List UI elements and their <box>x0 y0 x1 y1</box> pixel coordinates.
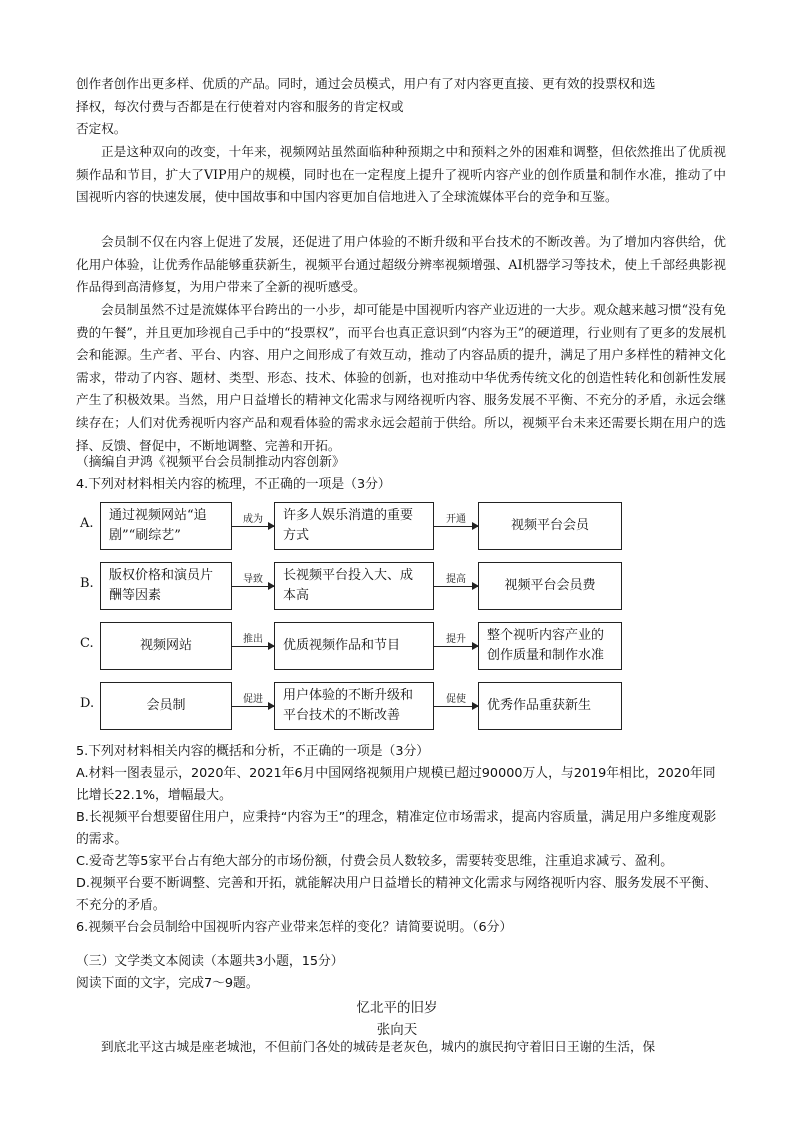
flow-arrow-2 <box>434 526 478 527</box>
flow-box-3: 整个视听内容产业的创作质量和制作水准 <box>478 622 622 670</box>
section-3-heading: （三）文学类文本阅读（本题共3小题，15分） <box>76 954 344 969</box>
option-row-d <box>76 682 636 730</box>
flow-arrow-2 <box>434 706 478 707</box>
passage-line: 否定权。 <box>76 121 127 137</box>
arrow-label-1: 成为 <box>243 514 263 525</box>
flow-box-2: 长视频平台投入大、成本高 <box>274 562 434 610</box>
flow-box-2: 优质视频作品和节目 <box>274 622 434 670</box>
section-3-instruction: 阅读下面的文字，完成7～9题。 <box>76 976 259 991</box>
passage-line: 择权，每次付费与否都是在行使着对内容和服务的肯定权或 <box>76 98 404 114</box>
question-6-stem: 6.视频平台会员制给中国视听内容产业带来怎样的变化？请简要说明。（6分） <box>76 920 513 935</box>
question-5-option-a: A.材料一图表显示，2020年、2021年6月中国网络视频用户规模已超过90000万人，与2019年相比，2020年同比增长22.1%，增幅最大。 <box>76 766 716 803</box>
option-row-c <box>76 622 636 670</box>
arrow-label-1: 导致 <box>243 574 263 585</box>
arrow-label-1: 推出 <box>243 634 263 645</box>
flow-arrow-1 <box>232 646 274 647</box>
arrow-label-2: 提升 <box>446 634 466 645</box>
flow-diagram <box>76 498 636 738</box>
flow-box-3: 视频平台会员费 <box>478 562 622 610</box>
passage-line: 创作者创作出更多样、优质的产品。同时，通过会员模式，用户有了对内容更直接、更有效的投票权和选 <box>76 76 656 91</box>
question-5-option-d: D.视频平台要不断调整、完善和开拓，就能解决用户日益增长的精神文化需求与网络视听内容、服务发展不平衡、不充分的矛盾。 <box>76 876 717 913</box>
passage-source: （摘编自尹鸿《视频平台会员制推动内容创新》 <box>76 455 345 470</box>
option-letter: A. <box>80 516 94 531</box>
flow-arrow-2 <box>434 586 478 587</box>
flow-box-3: 优秀作品重获新生 <box>478 682 622 730</box>
flow-arrow-1 <box>232 526 274 527</box>
option-letter: C. <box>80 636 94 651</box>
passage-paragraph-1: 正是这种双向的改变，十年来，视频网站虽然面临种种预期之中和预料之外的困难和调整，但依然推出了优质视频作品和节目，扩大了VIP用户的规模，同时也在一定程度上提升了视听内容产业的创作质量和制作水准，推动了中国视听内容的快速发展，使中国故事和中国内容更加自信地进入了全球流媒体平台的竞争和互鉴。 <box>76 144 726 205</box>
question-5-option-b: B.长视频平台想要留住用户，应秉持“内容为王”的理念，精准定位市场需求，提高内容质量，满足用户多维度观影的需求。 <box>76 810 717 847</box>
article-author: 张向天 <box>376 1022 418 1038</box>
flow-box-1: 通过视频网站“追剧”“刷综艺” <box>100 502 232 550</box>
flow-box-1: 版权价格和演员片酬等因素 <box>100 562 232 610</box>
flow-box-2: 用户体验的不断升级和平台技术的不断改善 <box>274 682 434 730</box>
arrow-label-2: 开通 <box>446 514 466 525</box>
option-row-a <box>76 502 636 550</box>
question-5-stem: 5.下列对材料相关内容的概括和分析，不正确的一项是（3分） <box>76 744 430 759</box>
arrow-label-1: 促进 <box>243 694 263 705</box>
arrow-label-2: 提高 <box>446 574 466 585</box>
option-row-b <box>76 562 636 610</box>
article-first-line: 到底北平这古城是座老城池，不但前门各处的城砖是老灰色，城内的旗民拘守着旧日王谢的生活，保 <box>101 1039 656 1054</box>
question-5-option-c: C.爱奇艺等5家平台占有绝大部分的市场份额，付费会员人数较多，需要转变思维，注重追求减亏、盈利。 <box>76 854 674 869</box>
flow-box-1: 会员制 <box>100 682 232 730</box>
flow-box-2: 许多人娱乐消遣的重要方式 <box>274 502 434 550</box>
flow-box-3: 视频平台会员 <box>478 502 622 550</box>
flow-box-1: 视频网站 <box>100 622 232 670</box>
option-letter: B. <box>80 576 94 591</box>
article-title: 忆北平的旧岁 <box>356 1000 438 1016</box>
passage-paragraph-2: 会员制不仅在内容上促进了发展，还促进了用户体验的不断升级和平台技术的不断改善。为了增加内容供给，优化用户体验，让优秀作品能够重获新生，视频平台通过超级分辨率视频增强、AI机器学习等技术，使上千部经典影视作品得到高清修复，为用户带来了全新的视听感受。 <box>76 234 726 295</box>
flow-arrow-2 <box>434 646 478 647</box>
flow-arrow-1 <box>232 586 274 587</box>
question-4-stem: 4.下列对材料相关内容的梳理，不正确的一项是（3分） <box>76 477 391 492</box>
passage-paragraph-3: 会员制虽然不过是流媒体平台跨出的一小步，却可能是中国视听内容产业迈进的一大步。观众越来越习惯“没有免费的午餐”，并且更加珍视自己手中的“投票权”，而平台也真正意识到“内容为王”的硬道理，行业则有了更多的发展机会和能源。生产者、平台、内容、用户之间形成了有效互动，推动了内容品质的提升，满足了用户多样性的精神文化需求，带动了内容、题材、类型、形态、技术、体验的创新，也对推动中华优秀传统文化的创造性转化和创新性发展产生了积极效果。当然，用户日益增长的精神文化需求与网络视听内容、服务发展不平衡、不充分的矛盾，永远会继续存在；人们对优秀视听内容产品和观看体验的需求永远会超前于供给。所以，视频平台未来还需要长期在用户的选择、反馈、督促中，不断地调整、完善和开拓。 <box>76 302 726 453</box>
passage-continued-paragraph <box>76 73 726 141</box>
option-letter: D. <box>80 696 95 711</box>
arrow-label-2: 促使 <box>446 694 466 705</box>
flow-arrow-1 <box>232 706 274 707</box>
